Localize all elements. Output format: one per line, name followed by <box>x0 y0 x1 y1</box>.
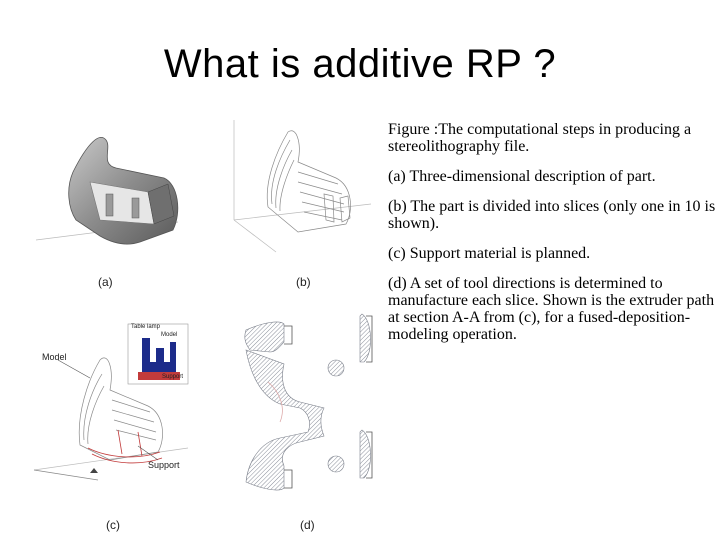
panel-c-label: (c) <box>106 518 120 532</box>
model-callout: Model <box>42 352 67 362</box>
panel-d-toolpath <box>240 312 378 518</box>
panel-d-label: (d) <box>300 518 315 532</box>
figure-caption <box>388 121 716 356</box>
rp-figure <box>28 112 378 536</box>
panel-a-label: (a) <box>98 275 113 289</box>
caption-step-c: (c) Support material is planned. <box>388 245 591 262</box>
caption-intro: Figure :The computational steps in producing a stereolithography file. <box>388 121 692 155</box>
panel-b-label: (b) <box>296 275 311 289</box>
inset-title-label: Table lamp <box>131 324 161 330</box>
caption-step-b: (b) The part is divided into slices (only one in 10 is shown). <box>388 198 716 232</box>
panel-a-solid-part <box>28 112 198 262</box>
caption-step-d: (d) A set of tool directions is determined to manufacture each slice. Shown is the extruder path at section A-A from (c), for a fused-deposition-modeling operation. <box>388 275 715 343</box>
panel-c-support <box>28 320 206 516</box>
inset-model-label: Model <box>161 332 178 338</box>
support-callout: Support <box>148 460 180 470</box>
slide-title: What is additive RP ? <box>163 42 557 86</box>
caption-step-a: (a) Three-dimensional description of part. <box>388 168 656 185</box>
inset-support-label: Support <box>162 374 184 380</box>
panel-b-sliced-part <box>206 112 378 262</box>
